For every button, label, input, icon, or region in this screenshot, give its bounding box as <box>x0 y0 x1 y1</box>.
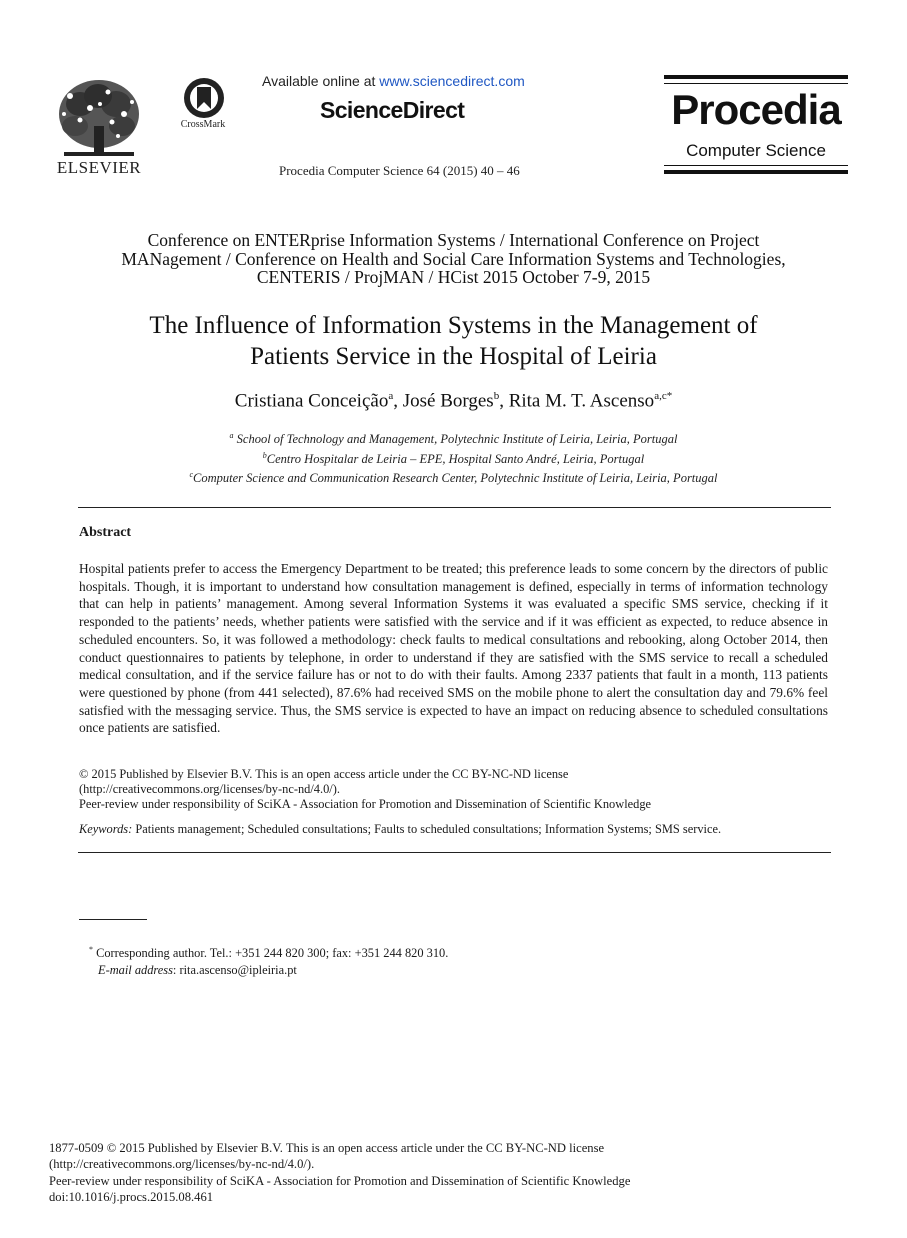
keywords <box>79 822 828 837</box>
affiliation-mark: a <box>229 431 234 440</box>
title-line: Patients Service in the Hospital of Leiria <box>250 343 657 370</box>
available-online <box>262 73 525 89</box>
divider <box>78 852 831 853</box>
footnote-mark: * <box>89 945 93 954</box>
sciencedirect-link[interactable]: www.sciencedirect.com <box>379 73 525 89</box>
procedia-logo <box>664 75 848 174</box>
footnote-rule <box>79 919 147 920</box>
bottom-notice <box>49 1140 849 1205</box>
author-name: Cristiana Conceição <box>234 390 389 412</box>
email-label: E-mail address <box>98 962 173 977</box>
license-notice <box>79 767 828 813</box>
conference-line: Conference on ENTERprise Information Systems / International Conference on Project <box>147 230 760 250</box>
crossmark-label: CrossMark <box>180 119 226 130</box>
journal-reference: Procedia Computer Science 64 (2015) 40 – 46 <box>279 163 520 178</box>
affiliation-text: Computer Science and Communication Research Center, Polytechnic Institute of Leiria, Leiria, Portugal <box>193 471 718 486</box>
conference-line: MANagement / Conference on Health and Social Care Information Systems and Technologies, <box>121 248 786 269</box>
footnote <box>89 942 789 978</box>
author-affil-mark: a <box>388 390 394 402</box>
affiliation-mark: b <box>262 450 267 460</box>
affiliation <box>60 467 847 487</box>
divider <box>78 507 831 508</box>
author-name: Rita M. T. Ascenso <box>508 390 655 412</box>
available-prefix: Available online at <box>262 73 380 89</box>
affiliation-text: School of Technology and Management, Polytechnic Institute of Leiria, Leiria, Portugal <box>233 432 678 447</box>
procedia-subtitle: Computer Science <box>686 141 826 160</box>
author-affil-mark: a,c* <box>654 390 673 402</box>
affiliation-mark: c <box>189 470 194 480</box>
corresponding-author: Corresponding author. Tel.: +351 244 820 300; fax: +351 244 820 310. <box>93 946 449 961</box>
issn-license-line: 1877-0509 © 2015 Published by Elsevier B.V. This is an open access article under the CC BY-NC-ND license <box>49 1141 605 1155</box>
procedia-title: Procedia <box>671 86 841 133</box>
keywords-text: Patients management; Scheduled consultations; Faults to scheduled consultations; Information Systems; SMS service. <box>132 822 722 836</box>
bottom-peer-review: Peer-review under responsibility of SciKA - Association for Promotion and Dissemination of Scientific Knowledge <box>49 1173 631 1188</box>
affiliations <box>60 428 847 487</box>
license-line: © 2015 Published by Elsevier B.V. This is an open access article under the CC BY-NC-ND license <box>79 767 569 781</box>
paper-title <box>80 310 827 372</box>
author-affil-mark: b <box>493 390 500 402</box>
license-link[interactable]: (http://creativecommons.org/licenses/by-nc-nd/4.0/). <box>79 782 340 797</box>
bottom-license-link[interactable]: (http://creativecommons.org/licenses/by-nc-nd/4.0/). <box>49 1157 315 1172</box>
affiliation-text: Centro Hospitalar de Leiria – EPE, Hospital Santo André, Leiria, Portugal <box>266 451 645 466</box>
publisher-name: ELSEVIER <box>56 158 142 177</box>
sciencedirect-brand: ScienceDirect <box>320 97 465 123</box>
title-line: The Influence of Information Systems in the Management of <box>149 312 758 339</box>
affiliation <box>60 448 847 468</box>
email-address[interactable]: : rita.ascenso@ipleiria.pt <box>172 962 297 977</box>
keywords-label: Keywords: <box>79 822 133 836</box>
doi[interactable]: doi:10.1016/j.procs.2015.08.461 <box>49 1189 214 1204</box>
author-list: Cristiana Conceição$^a$, José Borges$^b$, Rita M. T. Ascenso$^{a,c*}$ <box>234 390 673 412</box>
abstract-heading: Abstract <box>79 525 132 540</box>
affiliation <box>60 428 847 448</box>
author-name: José Borges <box>402 390 494 412</box>
conference-name <box>60 231 847 287</box>
conference-line: CENTERIS / ProjMAN / HCist 2015 October 7-9, 2015 <box>256 267 651 287</box>
peer-review-line: Peer-review under responsibility of SciKA - Association for Promotion and Dissemination of Scientific Knowledge <box>79 797 652 812</box>
abstract-body: Hospital patients prefer to access the Emergency Department to be treated; this preference leads to some concern by the directors of public hospitals. Though, it is important to understand how consultation management is defined, especially in terms of information technology that can help in patients’ management. Among several Information Systems it was evaluated a specific SMS service, checking if it responded to the patients’ needs, whether patients were satisfied with the service and if it was efficient as expected, to reduce absence in scheduled encounters. So, it was followed a methodology: check faults to medical consultations and rebooking, along October 2014, then conduct questionnaires to patients by telephone, in order to understand if they are satisfied with the SMS service to recall a scheduled medical consultation, and if the service failure has or not to do with their faults. Among 2337 patients that fault in a month, 113 patients were questioned by phone (from 441 selected), 87.6% had received SMS on the mobile phone to alert the consultation day and 79.6% feel satisfied with the messaging service. Thus, the SMS service is expected to have an impact on reducing absence to scheduled consultations once patients are satisfied. <box>79 561 828 736</box>
